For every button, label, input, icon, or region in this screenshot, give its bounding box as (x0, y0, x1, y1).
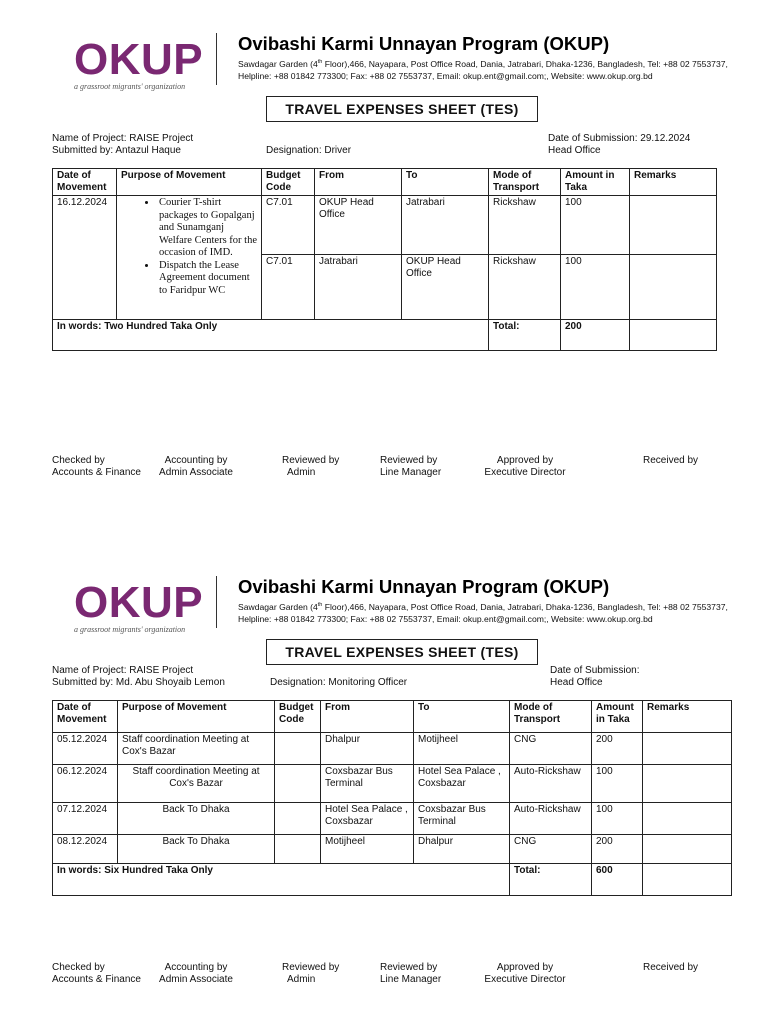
submitted-by: Submitted by: Antazul Haque (52, 145, 181, 156)
in-words: In words: Two Hundred Taka Only (53, 320, 489, 351)
cell-budget (275, 765, 321, 803)
col-header-date: Date of Movement (53, 701, 118, 733)
cell-from: Motijheel (321, 835, 414, 864)
col-header-date: Date of Movement (53, 169, 117, 196)
total-remarks (643, 864, 732, 896)
cell-to: Jatrabari (402, 196, 489, 255)
col-header-budget: Budget Code (275, 701, 321, 733)
designation: Designation: Driver (266, 145, 352, 156)
cell-amount: 200 (592, 835, 643, 864)
org-address: Sawdagar Garden (4th Floor),466, Nayapara, Post Office Road, Dania, Jatrabari, Dhaka-1236, Bangladesh, Tel: +88 02 7553737, Helpline: +88 01842 773300; Fax: +88 02 7553737, Email: okup.ent@gmail.com;, Website: www.okup.org.bd (238, 601, 728, 624)
cell-amount: 100 (592, 803, 643, 835)
total-row (53, 320, 717, 351)
signature-reviewed-line-manager: Reviewed by Line Manager (380, 455, 442, 478)
cell-remarks (630, 255, 717, 320)
header-divider (216, 33, 217, 85)
col-header-remarks: Remarks (630, 169, 717, 196)
cell-date: 06.12.2024 (53, 765, 118, 803)
cell-amount: 100 (561, 255, 630, 320)
date-of-submission: Date of Submission: (550, 665, 640, 676)
table-row (53, 835, 732, 864)
cell-to: Coxsbazar Bus Terminal (414, 803, 510, 835)
cell-from: Hotel Sea Palace , Coxsbazar (321, 803, 414, 835)
total-remarks (630, 320, 717, 351)
table-row (53, 196, 717, 255)
sheet-title: TRAVEL EXPENSES SHEET (TES) (266, 96, 538, 122)
table-row (53, 765, 732, 803)
cell-budget: C7.01 (262, 255, 315, 320)
table-header-row (53, 169, 717, 196)
cell-mode: CNG (510, 835, 592, 864)
in-words: In words: Six Hundred Taka Only (53, 864, 510, 896)
cell-remarks (643, 733, 732, 765)
logo-mark: OKUP (74, 578, 204, 627)
purpose-item: • Courier T-shirt packages to Gopalganj and Sunamganj Welfare Centers for the occasion of IMD. (157, 197, 257, 260)
cell-remarks (643, 765, 732, 803)
purpose-item: • Dispatch the Lease Agreement document to Faridpur WC (157, 260, 257, 298)
col-header-to: To (402, 169, 489, 196)
okup-logo (74, 578, 208, 634)
cell-to: OKUP Head Office (402, 255, 489, 320)
signature-accounting: Accounting by Admin Associate (159, 455, 233, 478)
cell-amount: 100 (561, 196, 630, 255)
total-amount: 200 (561, 320, 630, 351)
cell-date: 08.12.2024 (53, 835, 118, 864)
cell-mode: Auto-Rickshaw (510, 803, 592, 835)
cell-purpose: Staff coordination Meeting at Cox's Bazar (118, 733, 275, 765)
col-header-to: To (414, 701, 510, 733)
table-row (53, 803, 732, 835)
cell-remarks (643, 835, 732, 864)
cell-mode: Rickshaw (489, 196, 561, 255)
col-header-from: From (315, 169, 402, 196)
cell-purpose: Staff coordination Meeting at Cox's Bazar (118, 765, 275, 803)
cell-date: 05.12.2024 (53, 733, 118, 765)
cell-from: Coxsbazar Bus Terminal (321, 765, 414, 803)
signature-reviewed-admin: Reviewed by Admin (282, 455, 340, 478)
total-label: Total: (489, 320, 561, 351)
total-amount: 600 (592, 864, 643, 896)
cell-remarks (630, 196, 717, 255)
table-header-row (53, 701, 732, 733)
signature-accounting: Accounting by Admin Associate (159, 962, 233, 985)
office: Head Office (548, 145, 601, 156)
logo-tagline: a grassroot migrants' organization (74, 82, 186, 91)
cell-budget (275, 733, 321, 765)
cell-mode: Rickshaw (489, 255, 561, 320)
designation: Designation: Monitoring Officer (270, 677, 408, 688)
cell-purpose (117, 196, 262, 320)
expense-sheet-2 (0, 543, 768, 1024)
header-divider (216, 576, 217, 628)
cell-date: 07.12.2024 (53, 803, 118, 835)
logo-mark: OKUP (74, 35, 204, 84)
signature-received: Received by (643, 962, 699, 973)
cell-budget (275, 803, 321, 835)
date-of-submission: Date of Submission: 29.12.2024 (548, 133, 691, 144)
col-header-purpose: Purpose of Movement (118, 701, 275, 733)
cell-to: Hotel Sea Palace , Coxsbazar (414, 765, 510, 803)
col-header-amount: Amount in Taka (592, 701, 643, 733)
expense-table (52, 168, 717, 351)
col-header-amount: Amount in Taka (561, 169, 630, 196)
signature-received: Received by (643, 455, 699, 466)
cell-mode: Auto-Rickshaw (510, 765, 592, 803)
org-address: Sawdagar Garden (4th Floor),466, Nayapara, Post Office Road, Dania, Jatrabari, Dhaka-1236, Bangladesh, Tel: +88 02 7553737, Helpline: +88 01842 773300; Fax: +88 02 7553737, Email: okup.ent@gmail.com;, Website: www.okup.org.bd (238, 58, 728, 81)
cell-remarks (643, 803, 732, 835)
cell-amount: 100 (592, 765, 643, 803)
cell-budget: C7.01 (262, 196, 315, 255)
total-label: Total: (510, 864, 592, 896)
total-row (53, 864, 732, 896)
logo-tagline: a grassroot migrants' organization (74, 625, 186, 634)
col-header-budget: Budget Code (262, 169, 315, 196)
cell-purpose: Back To Dhaka (118, 835, 275, 864)
cell-amount: 200 (592, 733, 643, 765)
col-header-mode: Mode of Transport (489, 169, 561, 196)
cell-mode: CNG (510, 733, 592, 765)
signature-reviewed-line-manager: Reviewed by Line Manager (380, 962, 442, 985)
expense-table (52, 700, 732, 896)
project-name: Name of Project: RAISE Project (52, 133, 194, 144)
col-header-from: From (321, 701, 414, 733)
cell-date: 16.12.2024 (53, 196, 117, 320)
org-name: Ovibashi Karmi Unnayan Program (OKUP) (238, 33, 610, 54)
sheet-title: TRAVEL EXPENSES SHEET (TES) (266, 639, 538, 665)
col-header-purpose: Purpose of Movement (117, 169, 262, 196)
col-header-remarks: Remarks (643, 701, 732, 733)
office: Head Office (550, 677, 603, 688)
cell-purpose: Back To Dhaka (118, 803, 275, 835)
submitted-by: Submitted by: Md. Abu Shoyaib Lemon (52, 677, 225, 688)
org-name: Ovibashi Karmi Unnayan Program (OKUP) (238, 576, 610, 597)
table-row (53, 733, 732, 765)
signature-reviewed-admin: Reviewed by Admin (282, 962, 340, 985)
cell-to: Dhalpur (414, 835, 510, 864)
project-name: Name of Project: RAISE Project (52, 665, 194, 676)
cell-from: Dhalpur (321, 733, 414, 765)
okup-logo (74, 35, 208, 91)
cell-from: OKUP Head Office (315, 196, 402, 255)
signature-checked: Checked by Accounts & Finance (52, 962, 141, 985)
col-header-mode: Mode of Transport (510, 701, 592, 733)
signature-approved: Approved by Executive Director (484, 455, 566, 478)
signature-approved: Approved by Executive Director (484, 962, 566, 985)
cell-to: Motijheel (414, 733, 510, 765)
cell-budget (275, 835, 321, 864)
signature-checked: Checked by Accounts & Finance (52, 455, 141, 478)
cell-from: Jatrabari (315, 255, 402, 320)
